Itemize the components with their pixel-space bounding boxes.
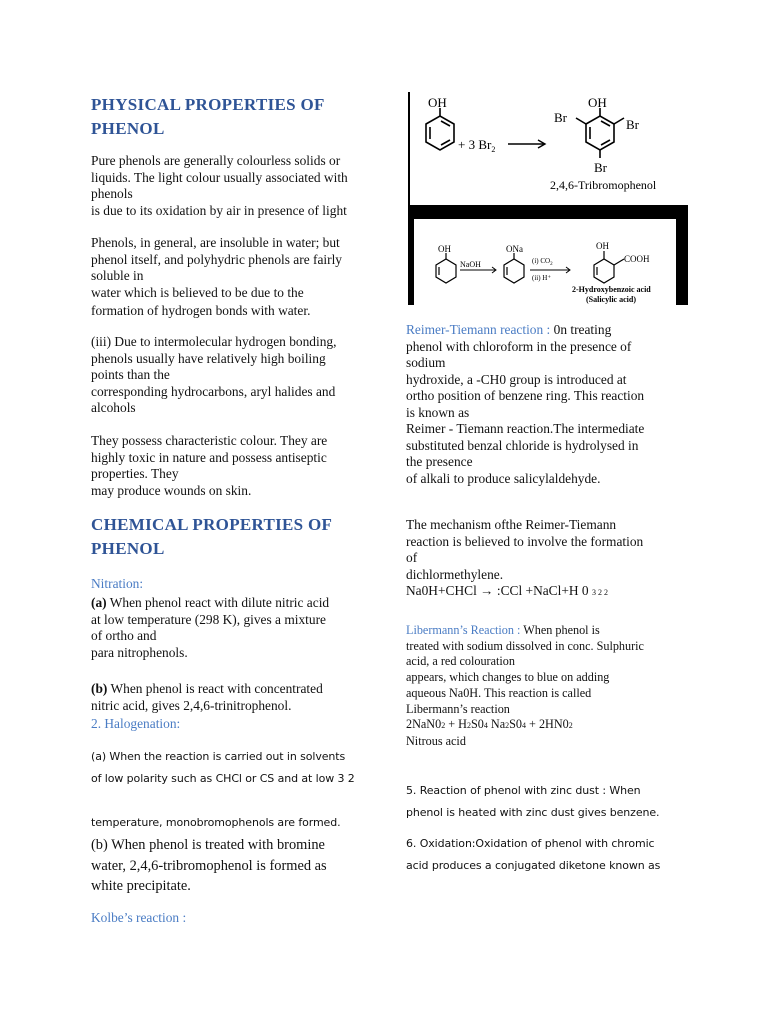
libermann-section bbox=[406, 623, 678, 750]
text-line: Phenols, in general, are insoluble in water; but bbox=[91, 235, 340, 250]
eq-part: Na bbox=[487, 717, 506, 732]
text-line: phenol is heated with zinc dust gives benzene. bbox=[406, 806, 660, 819]
text-line: phenol with chloroform in the presence of bbox=[406, 338, 632, 354]
reagent-subscript: 2 bbox=[491, 145, 496, 154]
nitration-a bbox=[91, 595, 381, 661]
text-line: soluble in bbox=[91, 268, 144, 283]
ona-label: ONa bbox=[506, 244, 523, 254]
halogenation-b bbox=[91, 836, 381, 896]
chemical-properties-title bbox=[91, 513, 381, 561]
text-line: is due to its oxidation by air in presence of light bbox=[91, 202, 347, 218]
text-line: liquids. The light colour usually associated with bbox=[91, 169, 348, 185]
eq-sub: 4 bbox=[483, 721, 488, 731]
text-line: formation of hydrogen bonds with water. bbox=[91, 303, 311, 318]
reagent-text: + 3 Br bbox=[458, 137, 492, 152]
eq-sub: 2 bbox=[441, 721, 446, 731]
item-label: (b) bbox=[91, 681, 108, 696]
phenol-ring bbox=[426, 108, 454, 150]
text-line: phenols usually have relatively high boiling bbox=[91, 350, 326, 366]
text-line: highly toxic in nature and possess antiseptic bbox=[91, 449, 327, 465]
product-label: 2,4,6-Tribromophenol bbox=[550, 178, 657, 192]
text-line: may produce wounds on skin. bbox=[91, 482, 252, 498]
eq-part: S0 bbox=[470, 717, 484, 732]
text-line: Nitrous acid bbox=[406, 733, 466, 748]
kolbe-heading: Kolbe’s reaction : bbox=[91, 910, 187, 925]
reimer-heading: Reimer-Tiemann reaction : bbox=[406, 322, 554, 337]
text-line: of low polarity such as CHCl or CS and at low 3 2 bbox=[91, 772, 355, 785]
equation: Na0H+CHCl → :CCl +NaCl+H 0 bbox=[406, 583, 589, 598]
kolbe-diagram bbox=[414, 219, 676, 305]
salicylic-ring bbox=[594, 251, 624, 283]
oxidation-section bbox=[406, 833, 696, 877]
tribromophenol-ring bbox=[576, 108, 624, 158]
text-line: sodium bbox=[406, 355, 446, 370]
text-line: of alkali to produce salicylaldehyde. bbox=[406, 470, 601, 486]
text-line: points than the bbox=[91, 367, 170, 382]
text-line: substituted benzal chloride is hydrolysed in bbox=[406, 437, 639, 453]
libermann-heading: Libermann’s Reaction : bbox=[406, 623, 524, 637]
kolbe-figure-panel bbox=[414, 219, 676, 305]
eq-part: + H bbox=[445, 717, 467, 732]
title-line: PHENOL bbox=[91, 539, 165, 558]
text-line: corresponding hydrocarbons, aryl halides and bbox=[91, 383, 336, 399]
text-line: 5. Reaction of phenol with zinc dust : When bbox=[406, 784, 641, 797]
zinc-dust-section bbox=[406, 780, 696, 824]
text-line: temperature, monobromophenols are formed. bbox=[91, 816, 341, 829]
oh-label-right: OH bbox=[588, 95, 607, 110]
eq-part: 2NaN0 bbox=[406, 717, 442, 732]
eq-part: S0 bbox=[509, 717, 522, 732]
text-line: alcohols bbox=[91, 400, 136, 415]
text-line: dichlormethylene. bbox=[406, 566, 504, 582]
text-line: is known as bbox=[406, 404, 470, 420]
eq-sub: 2 bbox=[505, 721, 510, 731]
text-line: acid, a red colouration bbox=[406, 654, 515, 669]
reaction-arrow bbox=[508, 140, 545, 148]
text-line: (a) When the reaction is carried out in solvents bbox=[91, 750, 346, 763]
br-left-label: Br bbox=[554, 110, 567, 125]
nitration-b bbox=[91, 681, 381, 714]
bromination-figure bbox=[408, 92, 682, 205]
text-line: nitric acid, gives 2,4,6-trinitrophenol. bbox=[91, 697, 292, 713]
text-line: water, 2,4,6-tribromophenol is formed as bbox=[91, 857, 327, 874]
text-line: (b) When phenol is treated with bromine bbox=[91, 837, 325, 853]
equation-subscripts: 3 2 2 bbox=[591, 588, 608, 597]
text-line: When phenol is bbox=[523, 623, 600, 637]
nitration-heading: Nitration: bbox=[91, 576, 144, 591]
physical-para-2 bbox=[91, 235, 381, 320]
text-line: Libermann’s reaction bbox=[406, 701, 510, 716]
product-name: 2-Hydroxybenzoic acid bbox=[572, 285, 651, 294]
libermann-equation bbox=[406, 717, 678, 734]
physical-para-4 bbox=[91, 433, 381, 499]
oh2-label: OH bbox=[596, 241, 609, 251]
cooh-label: COOH bbox=[624, 254, 650, 264]
text-line: water which is believed to be due to the bbox=[91, 284, 304, 300]
kolbe-figure bbox=[408, 205, 688, 305]
text-line: Pure phenols are generally colourless solids or bbox=[91, 153, 341, 168]
br-bottom-label: Br bbox=[594, 160, 607, 175]
oh-label-left: OH bbox=[428, 95, 447, 110]
text-line: When phenol is react with concentrated bbox=[107, 681, 323, 696]
reimer-tiemann-section bbox=[406, 322, 678, 487]
text-line: 0n treating bbox=[553, 322, 612, 337]
mechanism-section bbox=[406, 517, 678, 602]
title-line: CHEMICAL PROPERTIES OF bbox=[91, 515, 333, 534]
naoh-label: NaOH bbox=[460, 260, 481, 269]
text-line: aqueous Na0H. This reaction is called bbox=[406, 685, 592, 700]
text-line: treated with sodium dissolved in conc. Sulphuric bbox=[406, 638, 644, 653]
step2-label: (ii) H⁺ bbox=[532, 274, 552, 282]
text-line: properties. They bbox=[91, 466, 179, 481]
title-line: PHENOL bbox=[91, 119, 165, 138]
oh-label: OH bbox=[438, 244, 451, 254]
text-line: para nitrophenols. bbox=[91, 644, 188, 660]
step1-text: (i) CO bbox=[532, 257, 551, 265]
text-line: of ortho and bbox=[91, 628, 157, 643]
halogenation-heading: 2. Halogenation: bbox=[91, 716, 181, 731]
eq-sub: 2 bbox=[466, 721, 471, 731]
figure-edge-bar bbox=[676, 219, 688, 305]
text-line: appears, which changes to blue on adding bbox=[406, 670, 610, 685]
text-line: Reimer - Tiemann reaction.The intermediate bbox=[406, 421, 645, 436]
text-line: 6. Oxidation:Oxidation of phenol with chromic bbox=[406, 837, 655, 850]
arrow-2 bbox=[530, 267, 570, 273]
equation-line bbox=[406, 583, 678, 602]
halogenation-a bbox=[91, 746, 381, 834]
text-line: the presence bbox=[406, 454, 473, 469]
text-line: acid produces a conjugated diketone known as bbox=[406, 859, 661, 872]
physical-properties-title bbox=[91, 93, 381, 141]
text-line: hydroxide, a -CH0 group is introduced at bbox=[406, 371, 627, 387]
title-line: PHYSICAL PROPERTIES OF bbox=[91, 95, 325, 114]
physical-para-1 bbox=[91, 153, 381, 219]
text-line: The mechanism ofthe Reimer-Tiemann bbox=[406, 517, 617, 532]
bromination-diagram bbox=[410, 92, 682, 205]
eq-sub: 4 bbox=[522, 721, 526, 731]
physical-para-3 bbox=[91, 334, 381, 417]
br-right-label: Br bbox=[626, 117, 639, 132]
text-line: ortho position of benzene ring. This reaction bbox=[406, 388, 645, 403]
step1-subscript: 2 bbox=[550, 262, 553, 267]
text-line: at low temperature (298 K), gives a mixture bbox=[91, 611, 327, 627]
eq-part: + 2HN0 bbox=[526, 717, 569, 732]
text-line: reaction is believed to involve the formation bbox=[406, 533, 644, 549]
text-line: They possess characteristic colour. They are bbox=[91, 433, 328, 448]
step1-label bbox=[532, 257, 553, 267]
text-line: of bbox=[406, 550, 418, 565]
product-common-name: (Salicylic acid) bbox=[586, 295, 636, 304]
reagent-label bbox=[458, 137, 495, 154]
eq-sub: 2 bbox=[568, 721, 573, 731]
item-label: (a) bbox=[91, 595, 107, 610]
text-line: When phenol react with dilute nitric acid bbox=[106, 595, 330, 610]
phenol-ring-small bbox=[436, 253, 456, 283]
text-line: (iii) Due to intermolecular hydrogen bonding, bbox=[91, 334, 337, 349]
phenoxide-ring bbox=[504, 253, 524, 283]
text-line: phenol itself, and polyhydric phenols are fairly bbox=[91, 251, 343, 267]
text-line: white precipitate. bbox=[91, 878, 191, 894]
text-line bbox=[91, 790, 381, 812]
text-line: phenols bbox=[91, 186, 133, 201]
